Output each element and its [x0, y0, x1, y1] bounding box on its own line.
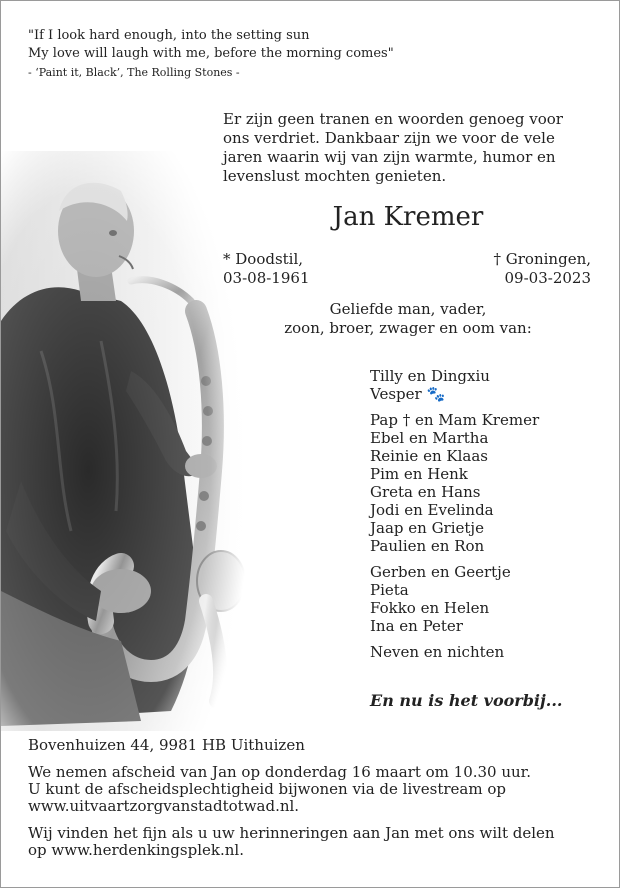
relatives-group — [370, 643, 539, 661]
footer-info — [28, 737, 598, 869]
intro-line: ons verdriet. Dankbaar zijn we voor de vele — [223, 129, 555, 147]
saxophone-player-photo — [1, 151, 251, 731]
death-date: 09-03-2023 — [504, 269, 591, 287]
intro-line: levenslust mochten genieten. — [223, 167, 447, 185]
relative-entry: Pim en Henk — [370, 465, 468, 483]
farewell-line: We nemen afscheid van Jan op donderdag 16 maart om 10.30 uur. — [28, 763, 531, 781]
quote-attribution: - ‘Paint it, Black’, The Rolling Stones - — [28, 66, 240, 79]
relatives-group — [370, 411, 539, 555]
relative-entry: Tilly en Dingxiu — [370, 367, 490, 385]
beloved-of — [223, 300, 593, 338]
relative-entry: Vesper 🐾 — [370, 385, 446, 403]
intro-line: jaren waarin wij van zijn warmte, humor en — [223, 148, 556, 166]
relatives-group — [370, 367, 539, 403]
relative-entry: Jodi en Evelinda — [370, 501, 494, 519]
birth-date: 03-08-1961 — [223, 269, 310, 287]
birth-info — [223, 250, 309, 288]
memories-text — [28, 825, 598, 859]
relative-entry: Gerben en Geertje — [370, 563, 511, 581]
memories-link[interactable]: op www.herdenkingsplek.nl. — [28, 841, 244, 859]
quote-line-1: "If I look hard enough, into the setting sun — [28, 28, 310, 43]
intro-text — [223, 110, 603, 186]
relative-entry: Reinie en Klaas — [370, 447, 488, 465]
relatives-list — [370, 367, 539, 669]
death-place: † Groningen, — [493, 250, 591, 268]
quote-line-2: My love will laugh with me, before the morning comes" — [28, 46, 394, 61]
relative-entry: Pap † en Mam Kremer — [370, 411, 540, 429]
relatives-group — [370, 563, 539, 635]
death-info — [494, 250, 591, 288]
relative-entry: Ebel en Martha — [370, 429, 489, 447]
relative-entry: Greta en Hans — [370, 483, 481, 501]
farewell-line: U kunt de afscheidsplechtigheid bijwonen via de livestream op — [28, 780, 506, 798]
farewell-text — [28, 764, 598, 815]
relative-entry: Ina en Peter — [370, 617, 463, 635]
closing-line: En nu is het voorbij... — [370, 691, 563, 710]
memories-line: Wij vinden het fijn als u uw herinneringen aan Jan met ons wilt delen — [28, 824, 555, 842]
address: Bovenhuizen 44, 9981 HB Uithuizen — [28, 736, 305, 754]
relative-entry: Pieta — [370, 581, 409, 599]
relative-entry: Neven en nichten — [370, 643, 505, 661]
beloved-line-2: zoon, broer, zwager en oom van: — [284, 319, 532, 337]
relative-entry: Paulien en Ron — [370, 537, 485, 555]
deceased-name: Jan Kremer — [332, 202, 484, 232]
intro-line: Er zijn geen tranen en woorden genoeg voor — [223, 110, 563, 128]
relative-entry: Jaap en Grietje — [370, 519, 484, 537]
beloved-line-1: Geliefde man, vader, — [329, 300, 487, 318]
relative-entry: Fokko en Helen — [370, 599, 490, 617]
birth-place: * Doodstil, — [223, 250, 304, 268]
song-quote — [28, 27, 394, 82]
livestream-link[interactable]: www.uitvaartzorgvanstadtotwad.nl. — [28, 797, 300, 815]
